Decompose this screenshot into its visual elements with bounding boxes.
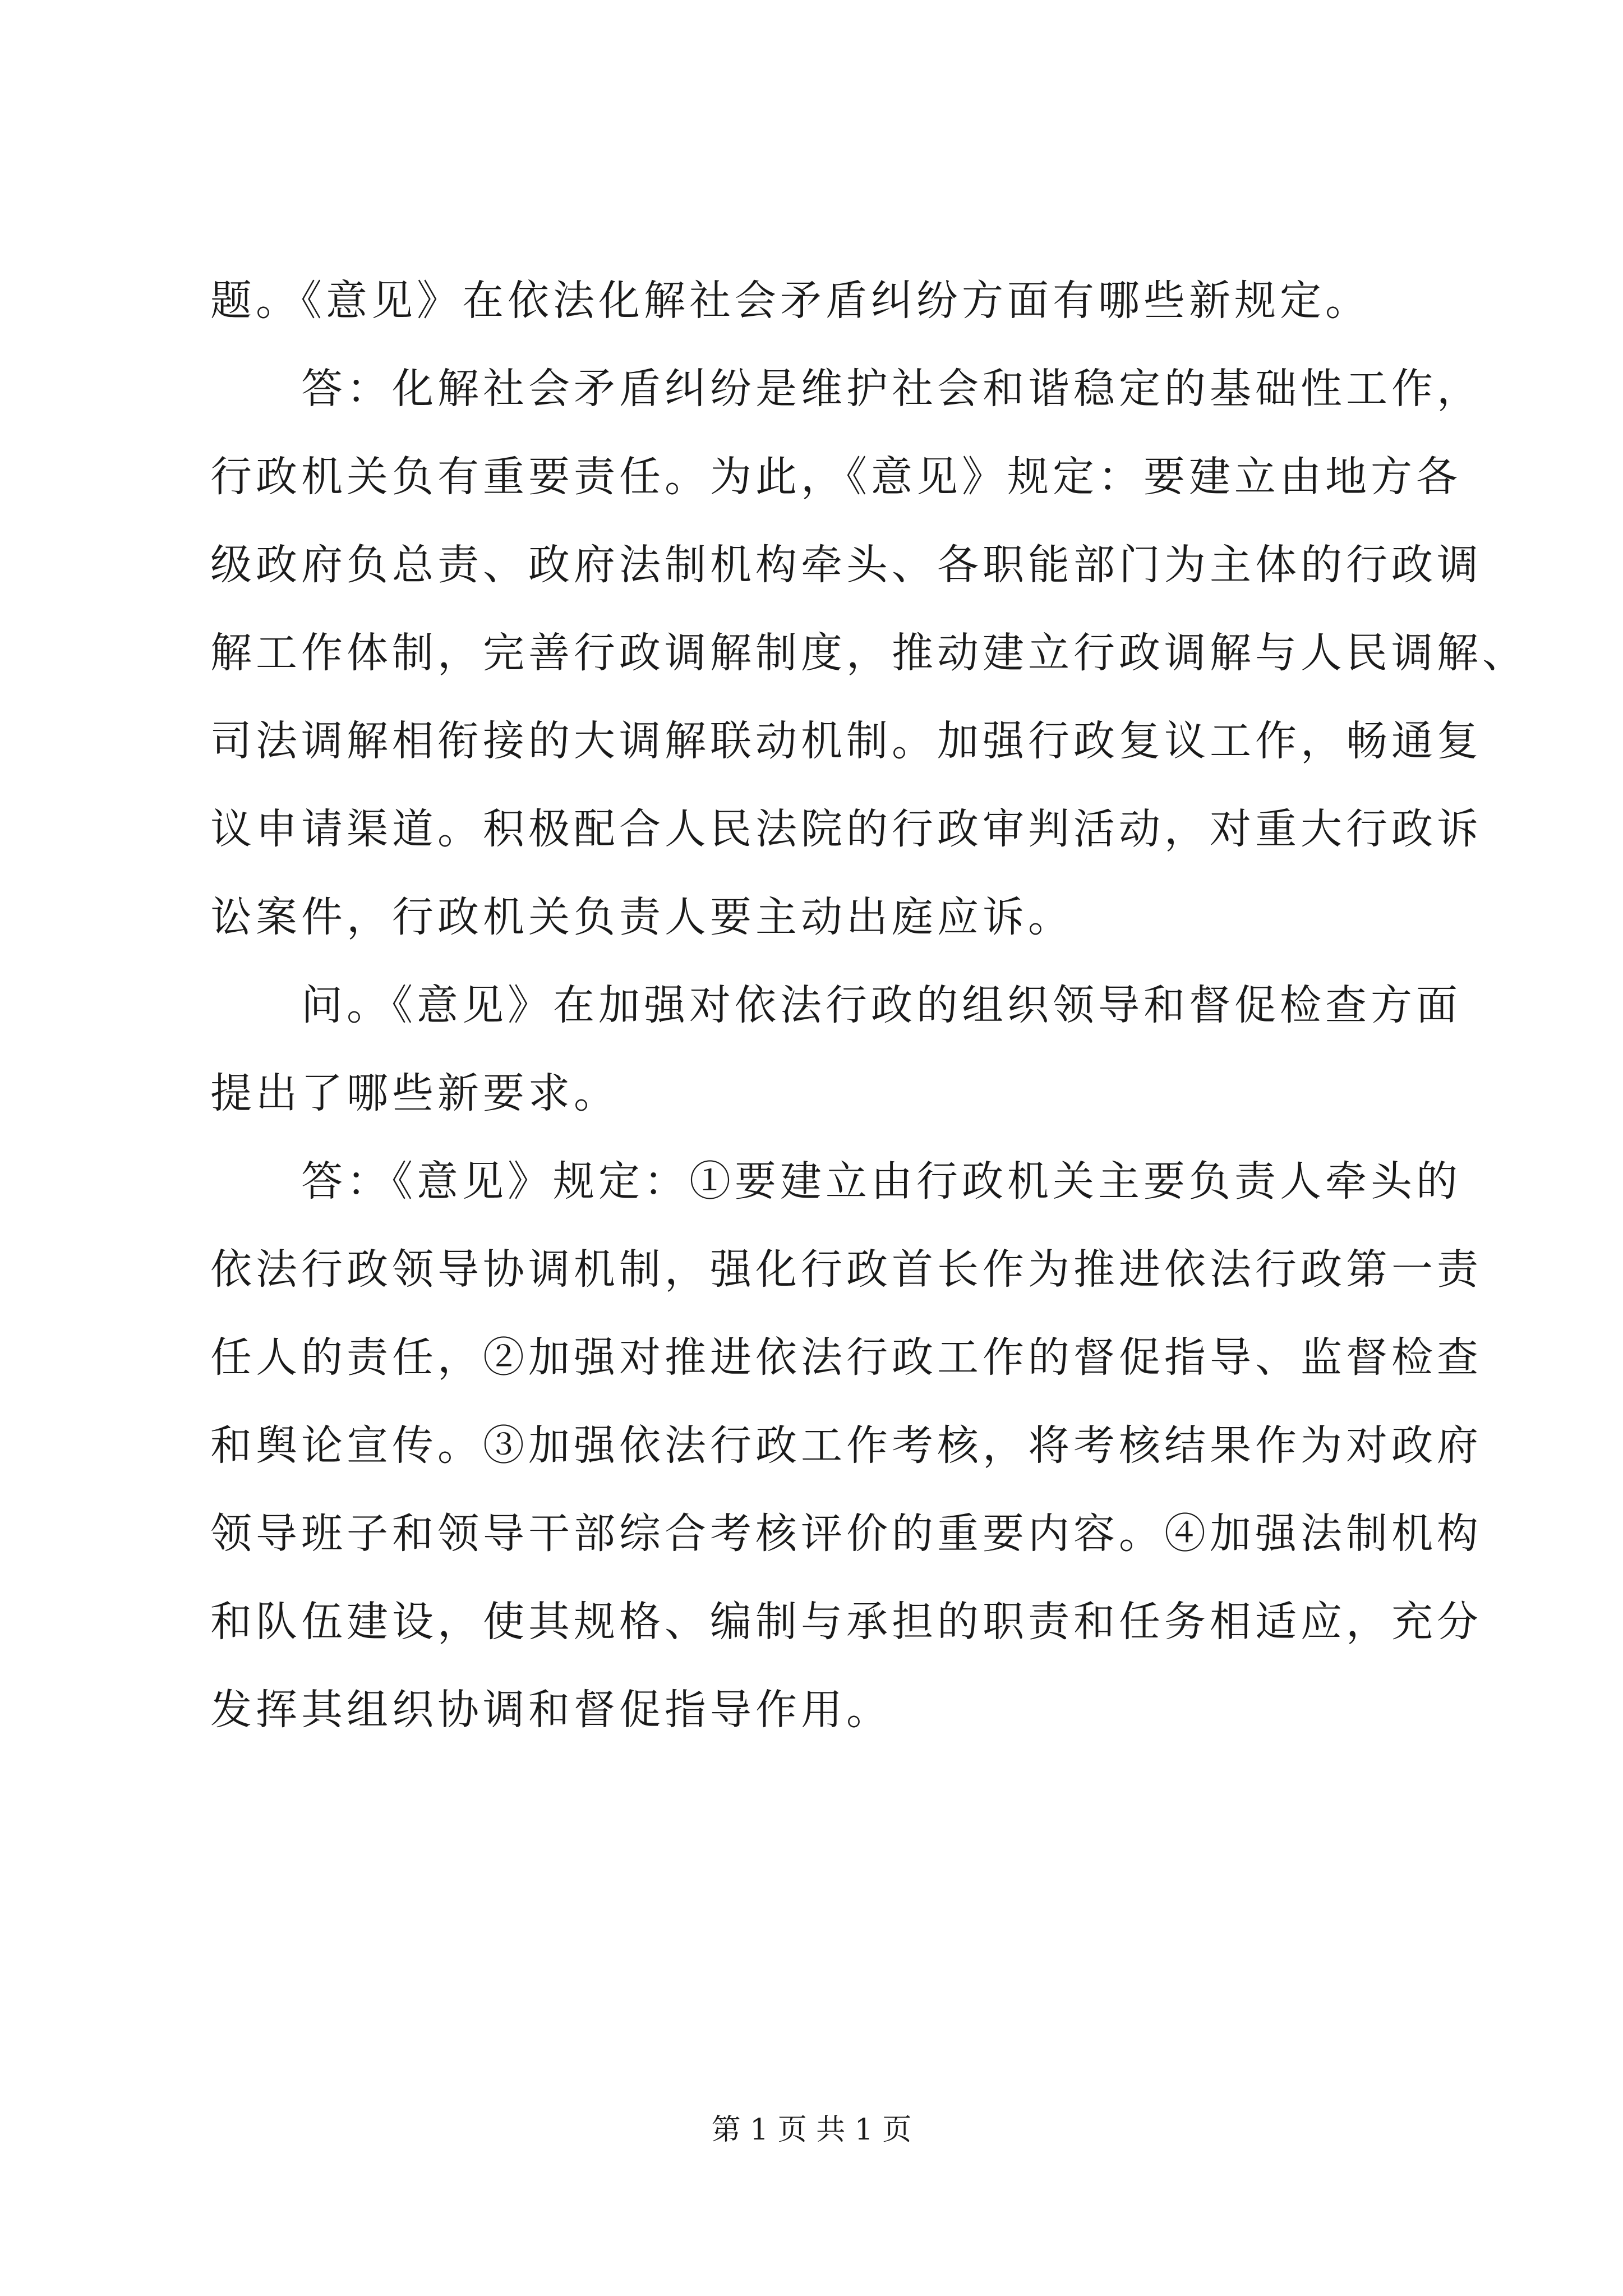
text-line: 和队伍建设，使其规格、编制与承担的职责和任务相适应，充分 (210, 1598, 1482, 1646)
text-line: 题。《意见》在依法化解社会矛盾纠纷方面有哪些新规定。 (210, 277, 1371, 325)
text-line: 司法调解相衔接的大调解联动机制。加强行政复议工作，畅通复 (210, 717, 1482, 765)
paragraph-3 (210, 961, 1461, 1138)
paragraph-2 (210, 345, 1528, 961)
text-line: 讼案件，行政机关负责人要主动出庭应诉。 (210, 893, 1073, 941)
text-line: 问。《意见》在加强对依法行政的组织领导和督促检查方面 (301, 981, 1461, 1029)
paragraph-4 (210, 1138, 1482, 1754)
text-line: 领导班子和领导干部综合考核评价的重要内容。④加强法制机构 (210, 1510, 1482, 1558)
text-line: 行政机关负有重要责任。为此，《意见》规定：要建立由地方各 (210, 453, 1461, 501)
text-line: 答：化解社会矛盾纠纷是维护社会和谐稳定的基础性工作， (301, 365, 1482, 413)
document-body (210, 257, 1528, 1754)
text-line: 依法行政领导协调机制，强化行政首长作为推进依法行政第一责 (210, 1245, 1482, 1294)
page-footer (0, 2110, 1623, 2150)
paragraph-1 (210, 257, 1422, 345)
text-line: 解工作体制，完善行政调解制度，推动建立行政调解与人民调解、 (210, 629, 1528, 677)
text-line: 和舆论宣传。③加强依法行政工作考核，将考核结果作为对政府 (210, 1421, 1482, 1470)
text-line: 发挥其组织协调和督促指导作用。 (210, 1686, 892, 1734)
text-line: 议申请渠道。积极配合人民法院的行政审判活动，对重大行政诉 (210, 805, 1482, 853)
text-line: 级政府负总责、政府法制机构牵头、各职能部门为主体的行政调 (210, 541, 1482, 589)
page-number-label: 第 1 页 共 1 页 (711, 2113, 912, 2147)
text-line: 提出了哪些新要求。 (210, 1069, 619, 1117)
text-line: 答：《意见》规定：①要建立由行政机关主要负责人牵头的 (301, 1157, 1461, 1205)
text-line: 任人的责任，②加强对推进依法行政工作的督促指导、监督检查 (210, 1333, 1482, 1382)
